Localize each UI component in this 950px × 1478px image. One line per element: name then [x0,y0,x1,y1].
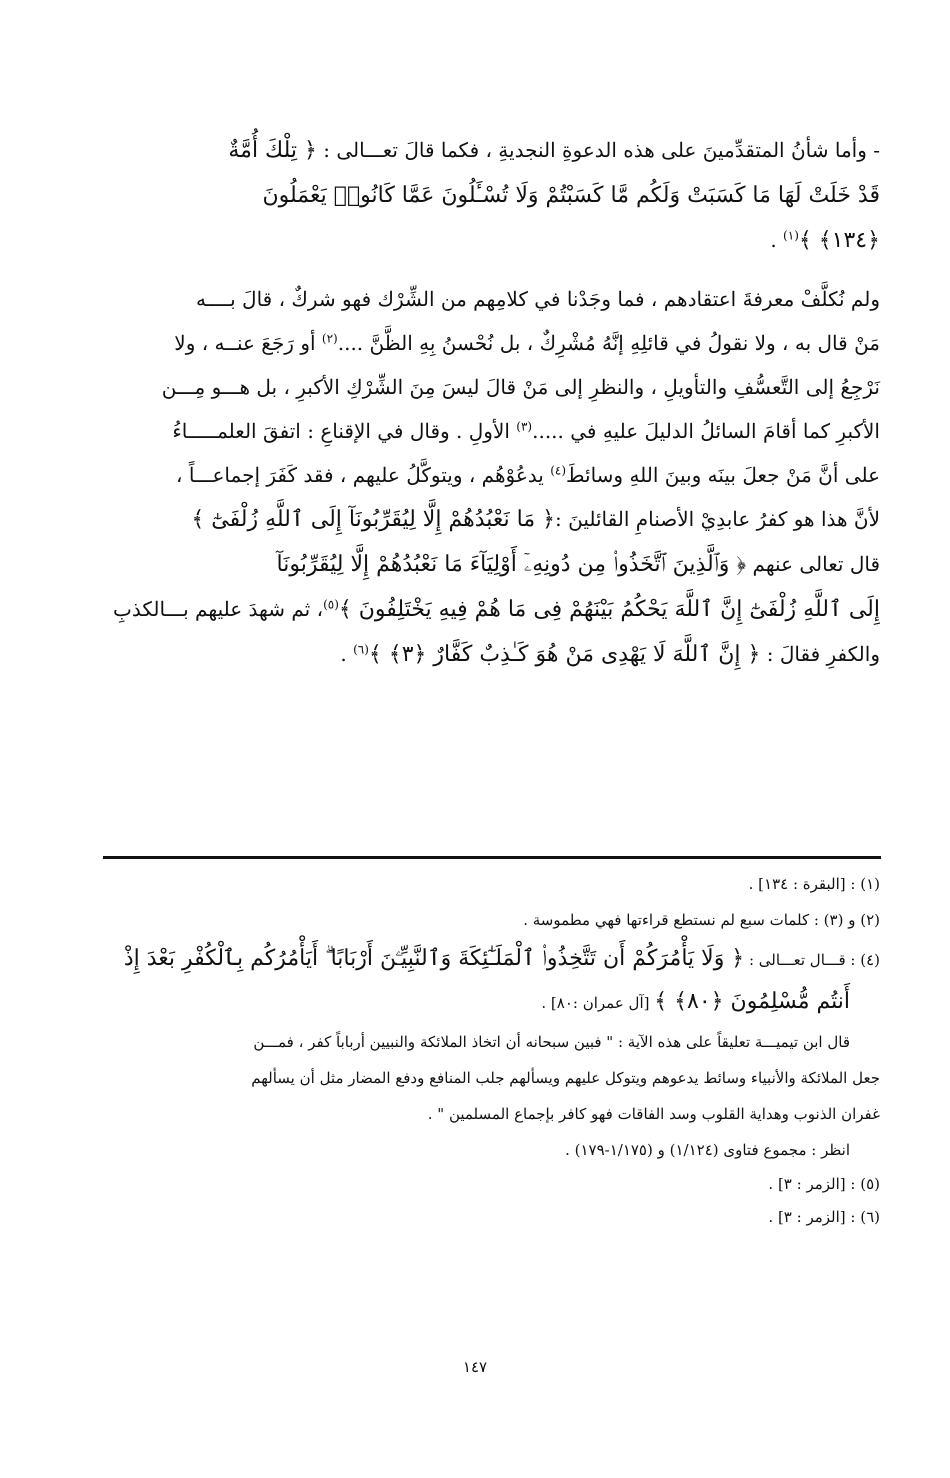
quran-verse: أَنتُم مُّسْلِمُونَ ﴿٨٠﴾ ﴾ [654,989,850,1014]
main-line [100,277,880,321]
main-text-run: ولم نُكلَّفْ معرفةَ اعتقادهم ، فما وجَدْنا في كلامِهم من الشِّرْك فهو شركٌ ، قالَ بــــه [195,287,880,311]
footnote-4-quote: قال ابن تيميـــة تعليقاً على هذه الآية : " فبين سبحانه أن اتخاذ الملائكة والنبيين أرباباً كفر ، فمـــن [253,1033,850,1051]
main-line [100,365,880,409]
main-line [100,497,880,542]
footnote-text-run: (٤) : قـــال تعـــالى : [744,951,880,969]
main-text-run: على أنَّ مَنْ جعلَ بينَه وبينَ اللهِ وسائطَ [566,463,880,487]
main-line [100,409,880,453]
footnote-ref: (٢) [321,331,338,346]
main-text-run: مَنْ قال به ، ولا نقولُ في قائلِهِ إنَّهُ مُشْرِكٌ ، بل نُحْسنُ بِهِ الظَّنَّ .... [337,331,880,355]
main-line [100,218,880,263]
main-line [100,128,880,173]
main-text-run: الأكبرِ كما أقامَ السائلُ الدليلَ عليهِ في ..... [532,419,880,443]
main-text-run: - وأما شأنُ المتقدِّمينَ على هذه الدعوةِ النجديةِ ، فكما قالَ تعـــالى : [316,138,880,162]
footnote-6: (٦) : [الزمر : ٣] . [768,1208,880,1226]
footnote-5: (٥) : [الزمر : ٣] . [768,1175,880,1193]
main-line [100,173,880,218]
page-number: ١٤٧ [462,1358,488,1376]
main-text-run: نَرْجِعُ إلى التَّعسُّفِ والتأويلِ ، والنظرِ إلى مَنْ قالَ ليسَ مِنَ الشِّرْكِ الأكبرِ ، بل هـــو مِـــن [161,375,880,399]
footnote-4-source: انظر : مجموع فتاوى (١/١٢٤) و (١/١٧٥-١٧٩) . [565,1141,850,1159]
footnote-4-line [100,938,880,981]
main-line [100,453,880,497]
footnote-4-line [100,981,880,1024]
main-text [100,128,880,677]
main-text-run: . [340,642,354,666]
footnote-text-run: [آل عمران :٨٠] . [541,994,655,1012]
main-text-run: . [770,228,784,252]
main-line [100,632,880,677]
quran-verse: قَدْ خَلَتْ لَهَا مَا كَسَبَتْ وَلَكُم مَّا كَسَبْتُمْ وَلَا تُسْـَٔلُونَ عَمَّا كَانُوا۟ يَعْمَلُونَ [262,183,880,208]
quran-verse: ﴿ مَا نَعْبُدُهُمْ إِلَّا لِيُقَرِّبُونَآ إِلَى ٱللَّهِ زُلْفَىٰٓ ﴾ [191,507,555,532]
main-text-run: لأنَّ هذا هو كفرُ عابدِيْ الأصنامِ القائلينَ : [555,507,880,531]
footnote-4-quote: غفران الذنوب وهداية القلوب وسد الفاقات فهو كافر بإجماع المسلمين " . [427,1105,880,1123]
footnote-ref: (٤) [550,463,567,478]
main-line [100,587,880,632]
footnote-ref: (٦) [353,642,369,657]
main-text-run: ، ثم شهدَ عليهم بـــالكذبِ [113,597,324,621]
main-text-run: أو رَجَعَ عنــه ، ولا [174,331,322,355]
footnote-2-3: (٢) و (٣) : كلمات سبع لم نستطع قراءتها فهي مطموسة . [523,911,880,929]
footnote-ref: (١) [783,228,799,243]
quran-verse: ﴿ إِنَّ ٱللَّهَ لَا يَهْدِى مَنْ هُوَ كَـٰذِبٌ كَفَّارٌ ﴿٣﴾ ﴾ [368,642,761,667]
quran-verse: ﴿ وَٱلَّذِينَ ٱتَّخَذُوا۟ مِن دُونِهِۦٓ أَوْلِيَآءَ مَا نَعْبُدُهُمْ إِلَّا لِيُقَرِّبُونَآ [276,552,747,577]
main-line [100,542,880,587]
quran-verse: ﴿ وَلَا يَأْمُرَكُمْ أَن تَتَّخِذُوا۟ ٱلْمَلَـٰٓئِكَةَ وَٱلنَّبِيِّـۧنَ أَرْبَابًا ۗ أَيَأْمُرُكُم بِٱلْكُفْرِ بَعْدَ إِذْ [123,946,745,971]
main-text-run: الأولِ . وقال في الإقناعِ : اتفقَ العلمـــــاءُ [172,419,517,443]
main-text-run: والكفرِ فقالَ : [760,642,880,666]
quran-verse: إِلَى ٱللَّهِ زُلْفَىٰٓ إِنَّ ٱللَّهَ يَحْكُمُ بَيْنَهُمْ فِى مَا هُمْ فِيهِ يَخْتَلِفُونَ ﴾ [338,597,880,622]
footnote-divider [103,856,881,859]
main-text-run: قال تعالى عنهم [746,552,880,576]
footnote-ref: (٣) [516,419,533,434]
footnote-ref: (٥) [323,597,339,612]
quran-verse: ﴿ تِلْكَ أُمَّةٌ [228,138,317,163]
footnote-4-quote: جعل الملائكة والأنبياء وسائط يدعوهم ويتوكل عليهم ويسألهم جلب المنافع ودفع المضار مثل أن يسألهم [251,1069,880,1087]
footnote-1: (١) : [البقرة : ١٣٤] . [748,875,880,893]
main-text-run: يدعُوْهُم ، ويتوكَّلُ عليهم ، فقد كَفَرَ إجماعـــاً ، [176,463,551,487]
quran-verse: ﴿١٣٤﴾ ﴾ [798,228,880,253]
footnotes [100,866,880,1234]
main-line [100,321,880,365]
